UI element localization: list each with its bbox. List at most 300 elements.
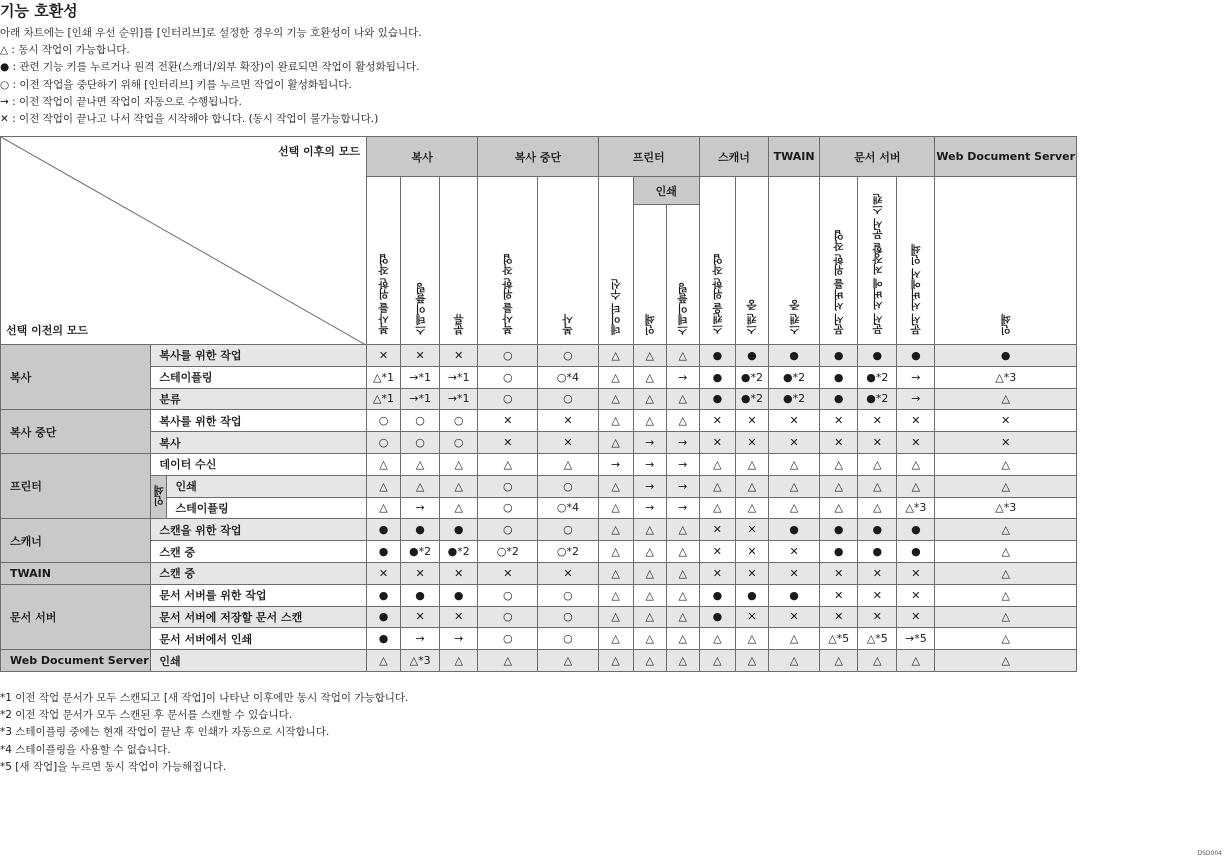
table-cell: △ xyxy=(820,453,858,475)
table-cell: △ xyxy=(633,410,666,432)
table-cell: ● xyxy=(820,541,858,563)
table-cell: ● xyxy=(699,388,735,410)
table-cell: ✕ xyxy=(820,606,858,628)
table-cell: → xyxy=(598,453,633,475)
table-cell: ● xyxy=(897,345,935,367)
table-cell: △ xyxy=(538,453,598,475)
table-cell: ✕ xyxy=(735,606,768,628)
col-group-web-document-server: Web Document Server xyxy=(935,137,1077,177)
table-cell: △*3 xyxy=(935,366,1077,388)
table-cell: ○*4 xyxy=(538,497,598,519)
table-cell: ✕ xyxy=(858,584,897,606)
table-cell: ✕ xyxy=(769,541,820,563)
row-label: 스캔 중 xyxy=(151,562,367,584)
table-cell: ○ xyxy=(366,432,400,454)
table-cell: △ xyxy=(440,650,478,672)
col-header: 문서 서버에서 인쇄 xyxy=(897,177,935,345)
table-cell: ○ xyxy=(478,497,538,519)
table-cell: △ xyxy=(366,475,400,497)
table-cell: △ xyxy=(935,584,1077,606)
table-cell: ● xyxy=(440,519,478,541)
footnote: *1 이전 작업 문서가 모두 스캔되고 [새 작업]이 나타난 이후에만 동시 작업이 가능합니다. xyxy=(0,692,409,704)
table-row xyxy=(1,628,1077,650)
table-cell: △*1 xyxy=(366,388,400,410)
table-cell: △ xyxy=(666,562,699,584)
table-cell: △ xyxy=(598,345,633,367)
table-cell: △ xyxy=(769,475,820,497)
table-cell: →*5 xyxy=(897,628,935,650)
col-header: 인쇄 xyxy=(633,205,666,345)
col-header: 스테이플링 xyxy=(401,177,440,345)
footnote: *3 스테이플링 중에는 현재 작업이 끝난 후 인쇄가 자동으로 시작합니다. xyxy=(0,726,330,739)
row-label: 복사를 위한 작업 xyxy=(151,345,367,367)
table-cell: ✕ xyxy=(735,410,768,432)
table-cell: ● xyxy=(769,519,820,541)
footnote: *2 이전 작업 문서가 모두 스캔된 후 문서를 스캔할 수 있습니다. xyxy=(0,709,293,722)
table-cell: △ xyxy=(666,584,699,606)
table-cell: ●*2 xyxy=(735,366,768,388)
table-cell: △*3 xyxy=(897,497,935,519)
table-cell: ✕ xyxy=(820,584,858,606)
table-cell: △*5 xyxy=(858,628,897,650)
table-cell: △*3 xyxy=(401,650,440,672)
figure-code: DSD004 xyxy=(1197,850,1222,857)
table-cell: ● xyxy=(935,345,1077,367)
col-group-copy-interrupt: 복사 중단 xyxy=(478,137,598,177)
table-cell: ✕ xyxy=(858,562,897,584)
table-cell: △ xyxy=(366,497,400,519)
row-label: 데이터 수신 xyxy=(151,453,367,475)
table-cell: ✕ xyxy=(858,410,897,432)
table-cell: △ xyxy=(598,366,633,388)
table-cell: → xyxy=(440,628,478,650)
table-cell: ✕ xyxy=(820,410,858,432)
table-cell: ● xyxy=(366,519,400,541)
table-cell: △ xyxy=(633,519,666,541)
table-cell: ✕ xyxy=(897,432,935,454)
legend-filled-circle: ● : 관련 기능 키를 누르거나 원격 전환(스캐너/외부 확장)이 완료되면 작업이 활성화됩니다. xyxy=(0,61,420,74)
table-cell: ✕ xyxy=(820,432,858,454)
table-row xyxy=(1,606,1077,628)
table-cell: △*3 xyxy=(935,497,1077,519)
table-row xyxy=(1,388,1077,410)
table-cell: →*1 xyxy=(440,366,478,388)
table-cell: ● xyxy=(401,519,440,541)
table-cell: ○ xyxy=(478,366,538,388)
table-cell: ✕ xyxy=(478,432,538,454)
table-cell: △ xyxy=(935,650,1077,672)
table-cell: ○ xyxy=(538,628,598,650)
col-group-twain: TWAIN xyxy=(769,137,820,177)
table-cell: ✕ xyxy=(366,562,400,584)
table-cell: △ xyxy=(598,562,633,584)
row-label: 인쇄 xyxy=(151,650,367,672)
table-cell: → xyxy=(897,388,935,410)
table-cell: ✕ xyxy=(769,432,820,454)
compatibility-table xyxy=(0,136,1077,672)
table-cell: ●*2 xyxy=(769,388,820,410)
table-cell: ✕ xyxy=(897,562,935,584)
table-cell: △ xyxy=(935,388,1077,410)
row-label: 스캔 중 xyxy=(151,541,367,563)
table-cell: ●*2 xyxy=(735,388,768,410)
table-cell: ✕ xyxy=(538,432,598,454)
table-cell: △ xyxy=(633,650,666,672)
table-cell: ● xyxy=(897,519,935,541)
table-row xyxy=(1,541,1077,563)
table-cell: ● xyxy=(366,606,400,628)
table-cell: △ xyxy=(666,606,699,628)
table-row xyxy=(1,453,1077,475)
table-cell: → xyxy=(666,432,699,454)
table-cell: △ xyxy=(935,475,1077,497)
legend-arrow: → : 이전 작업이 끝나면 작업이 자동으로 수행됩니다. xyxy=(0,95,242,108)
table-cell: △ xyxy=(633,628,666,650)
table-cell: △ xyxy=(769,453,820,475)
table-cell: ✕ xyxy=(538,562,598,584)
table-cell: △ xyxy=(820,650,858,672)
table-cell: ○ xyxy=(401,432,440,454)
table-cell: ● xyxy=(897,541,935,563)
table-cell: → xyxy=(401,628,440,650)
footnote: *4 스테이플링을 사용할 수 없습니다. xyxy=(0,743,171,756)
table-cell: ●*2 xyxy=(440,541,478,563)
col-header: 문서 서버에 저장할 문서 스캔 xyxy=(858,177,897,345)
table-cell: ✕ xyxy=(735,541,768,563)
table-cell: △ xyxy=(735,453,768,475)
table-cell: △ xyxy=(633,345,666,367)
table-cell: →*1 xyxy=(401,366,440,388)
col-group-document-server: 문서 서버 xyxy=(820,137,935,177)
intro-legend xyxy=(0,25,422,128)
table-cell: △ xyxy=(633,606,666,628)
col-header: 복사를 위한 작업 xyxy=(478,177,538,345)
row-label: 분류 xyxy=(151,388,367,410)
table-cell: △ xyxy=(401,475,440,497)
table-cell: △ xyxy=(735,628,768,650)
table-cell: ○ xyxy=(538,519,598,541)
table-cell: ● xyxy=(401,584,440,606)
table-cell: ● xyxy=(699,584,735,606)
table-cell: ● xyxy=(366,541,400,563)
table-cell: △ xyxy=(666,388,699,410)
table-cell: △ xyxy=(935,453,1077,475)
col-group-scanner: 스캐너 xyxy=(699,137,768,177)
table-cell: △ xyxy=(935,562,1077,584)
table-cell: △ xyxy=(699,475,735,497)
table-cell: ○*2 xyxy=(478,541,538,563)
table-row xyxy=(1,519,1077,541)
table-cell: ✕ xyxy=(401,345,440,367)
row-group-label: 복사 중단 xyxy=(1,410,151,454)
table-cell: ○ xyxy=(538,584,598,606)
row-label: 스캔을 위한 작업 xyxy=(151,519,367,541)
table-cell: ✕ xyxy=(897,584,935,606)
table-cell: △ xyxy=(820,475,858,497)
table-cell: △ xyxy=(699,453,735,475)
table-cell: ● xyxy=(858,541,897,563)
table-cell: △ xyxy=(735,650,768,672)
table-cell: △ xyxy=(935,606,1077,628)
table-cell: △ xyxy=(820,497,858,519)
table-cell: ○ xyxy=(478,519,538,541)
table-cell: △ xyxy=(478,650,538,672)
row-group-label: TWAIN xyxy=(1,562,151,584)
table-cell: ○ xyxy=(538,606,598,628)
table-cell: ○ xyxy=(478,584,538,606)
table-cell: ○ xyxy=(538,345,598,367)
table-cell: ✕ xyxy=(440,562,478,584)
table-cell: ✕ xyxy=(538,410,598,432)
table-cell: △ xyxy=(440,453,478,475)
table-cell: △ xyxy=(935,519,1077,541)
table-cell: △ xyxy=(935,628,1077,650)
table-cell: ○ xyxy=(478,475,538,497)
table-cell: △ xyxy=(666,345,699,367)
table-cell: △ xyxy=(598,410,633,432)
table-cell: →*1 xyxy=(401,388,440,410)
table-cell: ✕ xyxy=(699,519,735,541)
table-cell: ✕ xyxy=(858,432,897,454)
table-cell: ○*2 xyxy=(538,541,598,563)
table-cell: △*5 xyxy=(820,628,858,650)
table-cell: ✕ xyxy=(699,432,735,454)
table-cell: ✕ xyxy=(440,606,478,628)
table-cell: △ xyxy=(366,650,400,672)
table-cell: ● xyxy=(820,388,858,410)
table-cell: ✕ xyxy=(897,606,935,628)
col-header: 분류 xyxy=(440,177,478,345)
table-cell: △ xyxy=(897,650,935,672)
col-group-printer: 프린터 xyxy=(598,137,699,177)
table-cell: ● xyxy=(820,366,858,388)
table-cell: ○ xyxy=(366,410,400,432)
table-cell: △ xyxy=(897,453,935,475)
table-cell: ○*4 xyxy=(538,366,598,388)
table-cell: △ xyxy=(769,628,820,650)
table-cell: ● xyxy=(699,345,735,367)
legend-open-circle: ○ : 이전 작업을 중단하기 위해 [인터리브] 키를 누르면 작업이 활성화됩니다. xyxy=(0,78,352,91)
table-cell: ● xyxy=(366,584,400,606)
table-cell: △ xyxy=(666,410,699,432)
page-title: 기능 호환성 xyxy=(0,2,78,20)
col-subgroup-print: 인쇄 xyxy=(633,177,699,205)
table-cell: △ xyxy=(897,475,935,497)
table-cell: △ xyxy=(735,475,768,497)
table-cell: △ xyxy=(666,541,699,563)
row-label: 스테이플링 xyxy=(167,497,367,519)
table-row xyxy=(1,410,1077,432)
table-cell: ○ xyxy=(478,345,538,367)
table-cell: ✕ xyxy=(478,410,538,432)
col-header: 인쇄 xyxy=(935,177,1077,345)
table-cell: ✕ xyxy=(478,562,538,584)
table-row xyxy=(1,650,1077,672)
table-cell: → xyxy=(666,497,699,519)
table-cell: ● xyxy=(366,628,400,650)
table-cell: ✕ xyxy=(935,410,1077,432)
col-header: 스캔 중 xyxy=(735,177,768,345)
row-group-label: Web Document Server xyxy=(1,650,151,672)
row-label: 복사를 위한 작업 xyxy=(151,410,367,432)
table-cell: ● xyxy=(769,584,820,606)
table-cell: △ xyxy=(633,541,666,563)
table-cell: ●*2 xyxy=(769,366,820,388)
table-row xyxy=(1,475,1077,497)
table-cell: ✕ xyxy=(699,410,735,432)
col-header: 복사 xyxy=(538,177,598,345)
table-cell: ✕ xyxy=(735,432,768,454)
table-cell: △ xyxy=(699,497,735,519)
legend-triangle: △ : 동시 작업이 가능합니다. xyxy=(0,44,130,57)
table-cell: ● xyxy=(820,519,858,541)
table-cell: ✕ xyxy=(699,562,735,584)
table-cell: ✕ xyxy=(699,541,735,563)
table-cell: →*1 xyxy=(440,388,478,410)
table-cell: △ xyxy=(666,519,699,541)
col-header: 스테이플링 xyxy=(666,205,699,345)
table-row xyxy=(1,345,1077,367)
table-cell: ○ xyxy=(401,410,440,432)
table-cell: → xyxy=(666,453,699,475)
row-group-label: 문서 서버 xyxy=(1,584,151,649)
table-cell: △ xyxy=(769,497,820,519)
table-cell: △ xyxy=(538,650,598,672)
table-cell: ✕ xyxy=(935,432,1077,454)
table-cell: → xyxy=(633,432,666,454)
table-cell: ○ xyxy=(538,475,598,497)
table-cell: △ xyxy=(440,497,478,519)
table-cell: ○ xyxy=(440,432,478,454)
row-group-label: 프린터 xyxy=(1,453,151,518)
table-cell: △ xyxy=(598,650,633,672)
table-cell: ● xyxy=(699,606,735,628)
table-cell: → xyxy=(633,475,666,497)
table-cell: △ xyxy=(598,432,633,454)
table-cell: ● xyxy=(735,584,768,606)
table-cell: △ xyxy=(769,650,820,672)
table-corner xyxy=(1,137,367,345)
table-row xyxy=(1,562,1077,584)
table-cell: △ xyxy=(633,584,666,606)
table-cell: ● xyxy=(820,345,858,367)
table-cell: ✕ xyxy=(858,606,897,628)
table-cell: ✕ xyxy=(735,519,768,541)
table-cell: △ xyxy=(858,453,897,475)
table-cell: △ xyxy=(366,453,400,475)
table-cell: ○ xyxy=(440,410,478,432)
col-header: 문서 서버를 위한 작업 xyxy=(820,177,858,345)
row-label: 문서 서버에서 인쇄 xyxy=(151,628,367,650)
table-cell: ○ xyxy=(478,388,538,410)
table-cell: △ xyxy=(666,628,699,650)
table-cell: △ xyxy=(858,497,897,519)
table-cell: ✕ xyxy=(769,410,820,432)
table-cell: △ xyxy=(598,584,633,606)
table-cell: △ xyxy=(858,475,897,497)
corner-label-after: 선택 이후의 모드 xyxy=(277,145,360,158)
col-header: 데이터 수신 xyxy=(598,177,633,345)
table-cell: → xyxy=(633,497,666,519)
row-label: 스테이플링 xyxy=(151,366,367,388)
table-cell: ● xyxy=(769,345,820,367)
row-label: 인쇄 xyxy=(167,475,367,497)
table-cell: △ xyxy=(478,453,538,475)
table-cell: ✕ xyxy=(401,562,440,584)
footnotes xyxy=(0,690,408,776)
table-cell: → xyxy=(401,497,440,519)
intro-text: 아래 차트에는 [인쇄 우선 순위]를 [인터리브]로 설정한 경우의 기능 호환성이 나와 있습니다. xyxy=(0,27,422,39)
table-cell: ● xyxy=(858,345,897,367)
table-cell: △ xyxy=(699,628,735,650)
table-cell: ○ xyxy=(478,606,538,628)
table-cell: ● xyxy=(858,519,897,541)
table-cell: ✕ xyxy=(820,562,858,584)
table-cell: △ xyxy=(935,541,1077,563)
table-cell: ○ xyxy=(538,388,598,410)
table-cell: ✕ xyxy=(769,606,820,628)
table-cell: ✕ xyxy=(440,345,478,367)
table-cell: △ xyxy=(735,497,768,519)
corner-label-before: 선택 이전의 모드 xyxy=(6,324,89,337)
table-cell: ○ xyxy=(478,628,538,650)
table-cell: ✕ xyxy=(366,345,400,367)
col-group-copy: 복사 xyxy=(366,137,477,177)
table-cell: △ xyxy=(598,606,633,628)
diagonal-line xyxy=(1,137,366,345)
row-label: 문서 서버를 위한 작업 xyxy=(151,584,367,606)
table-cell: △ xyxy=(598,628,633,650)
footnote: *5 [새 작업]을 누르면 동시 작업이 가능해집니다. xyxy=(0,760,227,773)
table-cell: △ xyxy=(598,519,633,541)
table-cell: △ xyxy=(699,650,735,672)
table-cell: △ xyxy=(633,388,666,410)
table-cell: △ xyxy=(598,541,633,563)
table-cell: ● xyxy=(440,584,478,606)
table-cell: ●*2 xyxy=(858,366,897,388)
table-cell: △ xyxy=(666,650,699,672)
table-cell: △*1 xyxy=(366,366,400,388)
table-row xyxy=(1,366,1077,388)
table-cell: → xyxy=(897,366,935,388)
table-cell: → xyxy=(666,366,699,388)
table-cell: → xyxy=(666,475,699,497)
table-cell: ✕ xyxy=(769,562,820,584)
table-cell: ✕ xyxy=(897,410,935,432)
table-cell: △ xyxy=(633,562,666,584)
table-cell: ✕ xyxy=(401,606,440,628)
table-cell: △ xyxy=(440,475,478,497)
table-cell: △ xyxy=(401,453,440,475)
col-header: 스캔 중 xyxy=(769,177,820,345)
table-cell: ●*2 xyxy=(858,388,897,410)
table-cell: △ xyxy=(858,650,897,672)
row-group-label: 복사 xyxy=(1,345,151,410)
table-row xyxy=(1,584,1077,606)
table-row xyxy=(1,432,1077,454)
table-cell: → xyxy=(633,453,666,475)
table-cell: △ xyxy=(633,366,666,388)
row-subgroup-print: 인쇄 xyxy=(151,475,167,519)
table-cell: ●*2 xyxy=(401,541,440,563)
row-label: 문서 서버에 저장할 문서 스캔 xyxy=(151,606,367,628)
table-cell: ● xyxy=(735,345,768,367)
legend-cross: ✕ : 이전 작업이 끝나고 나서 작업을 시작해야 합니다. (동시 작업이 불가능합니다.) xyxy=(0,113,379,126)
table-cell: △ xyxy=(598,388,633,410)
table-cell: △ xyxy=(598,475,633,497)
table-cell: ✕ xyxy=(735,562,768,584)
col-header: 복사를 위한 작업 xyxy=(366,177,400,345)
